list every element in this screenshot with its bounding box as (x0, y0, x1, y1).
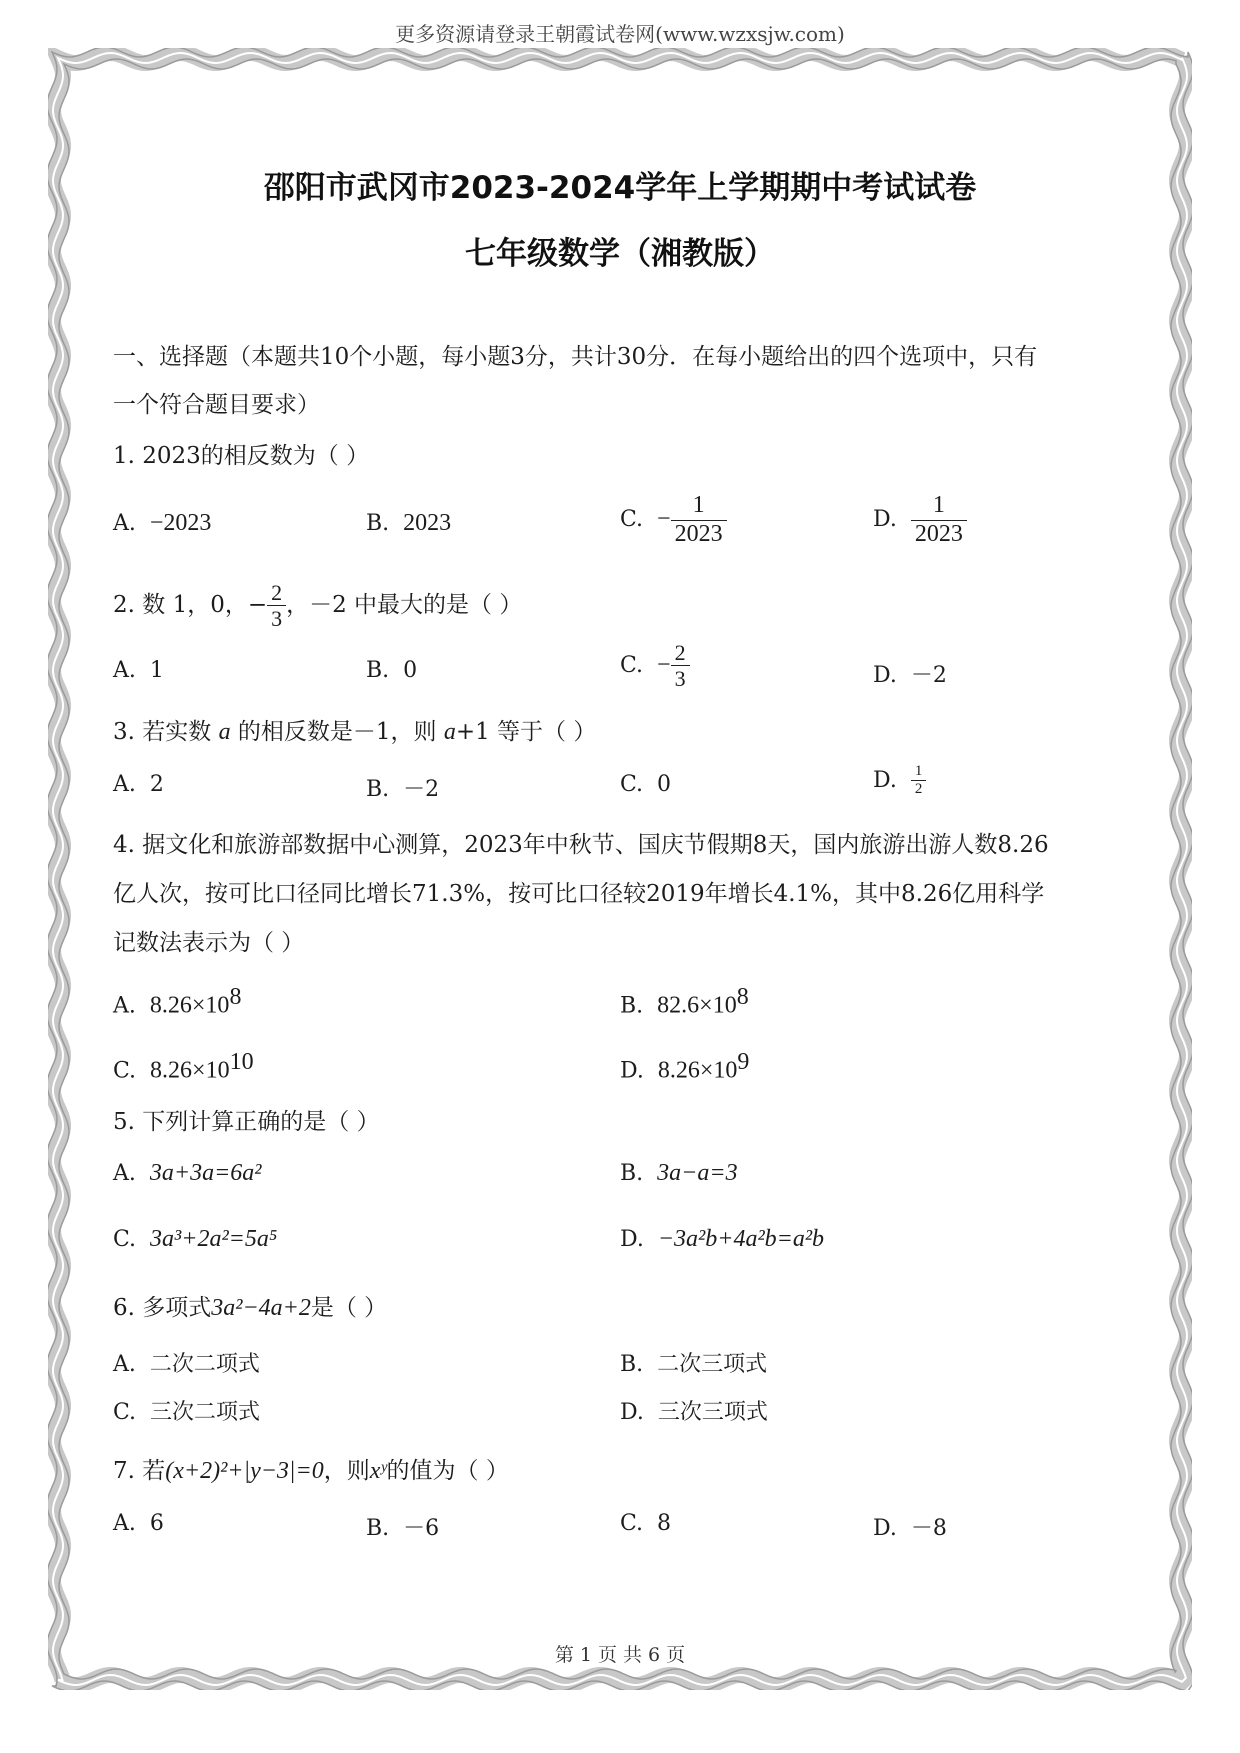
option-label: D. (873, 767, 897, 793)
option-value: −3a²b+4a²b=a²b (657, 1226, 825, 1252)
denominator: 3 (271, 606, 283, 632)
q1-option-d (873, 492, 967, 548)
option-label: A. (113, 993, 136, 1019)
option-value: －6 (403, 1516, 440, 1541)
option-value: 8.26×10 (657, 1057, 738, 1084)
q7-stem-text: 的值为（ ） (386, 1458, 509, 1484)
watermark: 更多资源请登录王朝霞试卷网(www.wzxsjw.com) (395, 22, 845, 46)
option-value: 8 (657, 1511, 672, 1536)
denominator: 2023 (914, 520, 963, 547)
section-heading-line1: 一、选择题（本题共10个小题，每小题3分，共计30分．在每小题给出的四个选项中，只有 (113, 344, 1038, 370)
q7-option-d (873, 1511, 947, 1542)
option-value: 二次三项式 (657, 1352, 768, 1377)
fraction (671, 492, 727, 548)
option-label: C. (620, 772, 644, 797)
option-value: －8 (910, 1516, 947, 1541)
q5-option-a (113, 1160, 261, 1187)
option-label: B. (620, 1352, 644, 1377)
option-label: D. (620, 1227, 644, 1252)
power-expression: xʸ (369, 1458, 387, 1484)
q5-option-c (113, 1226, 277, 1253)
q4-option-d (620, 1049, 749, 1084)
decorative-border (48, 48, 1192, 1690)
q5-option-b (620, 1160, 738, 1187)
option-label: C. (113, 1227, 137, 1252)
option-label: D. (620, 1058, 644, 1084)
option-label: A. (113, 1161, 136, 1186)
option-label: C. (620, 1511, 644, 1536)
q2-stem-text: 2. 数 1，0，− (113, 591, 268, 618)
q5-stem: 5. 下列计算正确的是（ ） (113, 1109, 380, 1135)
q6-option-d (620, 1395, 768, 1426)
option-label: A. (113, 1352, 136, 1377)
numerator: 2 (267, 580, 286, 606)
numerator: 1 (911, 492, 967, 521)
variable: a (443, 719, 456, 745)
q3-stem-text: +1 等于（ ） (455, 719, 597, 745)
q4-option-c (113, 1049, 254, 1084)
numerator: 1 (671, 492, 727, 521)
q2-option-c (620, 640, 690, 692)
option-value: －2 (403, 777, 440, 802)
q4-stem-line1: 4. 据文化和旅游部数据中心测算，2023年中秋节、国庆节假期8天，国内旅游出游人数8.26 (113, 832, 1049, 858)
option-value: 3a+3a=6a² (149, 1160, 262, 1186)
option-label: D. (620, 1400, 644, 1425)
option-label: A. (113, 511, 136, 536)
option-value: 0 (657, 772, 672, 797)
option-value: 0 (403, 658, 418, 683)
q4-option-b (620, 984, 749, 1019)
exponent: 9 (737, 1049, 750, 1075)
q1-option-a (113, 510, 211, 537)
denominator: 2 (914, 781, 923, 798)
exam-title: 邵阳市武冈市2023-2024学年上学期期中考试试卷 (263, 170, 977, 206)
option-value: 1 (149, 658, 164, 683)
option-label: A. (113, 772, 136, 797)
option-label: B. (366, 777, 390, 802)
option-label: B. (620, 993, 644, 1019)
option-label: C. (113, 1058, 137, 1084)
q2-option-b (366, 658, 417, 683)
q3-stem-text: 3. 若实数 (113, 719, 219, 745)
q4-option-a (113, 984, 241, 1019)
numerator: 1 (911, 763, 927, 781)
q3-option-b (366, 772, 439, 803)
q2-option-d (873, 658, 947, 689)
q6-stem-text: 是（ ） (310, 1295, 388, 1321)
option-value: 二次二项式 (149, 1352, 260, 1377)
denominator: 3 (674, 666, 686, 692)
q6-stem (113, 1289, 387, 1322)
q3-stem-text: 的相反数是－1，则 (230, 719, 444, 745)
q7-option-b (366, 1511, 439, 1542)
q6-option-b (620, 1347, 767, 1378)
option-value: 82.6×10 (657, 992, 737, 1019)
option-value: 8.26×10 (150, 1057, 230, 1084)
exponent: 10 (229, 1049, 254, 1075)
option-label: A. (113, 1511, 136, 1536)
option-value: −2023 (149, 510, 212, 536)
option-label: D. (873, 507, 897, 533)
q3-stem (113, 713, 596, 746)
fraction (267, 580, 286, 632)
polynomial: 3a²−4a+2 (211, 1295, 311, 1321)
option-label: C. (620, 507, 644, 533)
option-label: B. (620, 1161, 644, 1186)
q4-stem-line3: 记数法表示为（ ） (113, 930, 305, 956)
q6-option-c (113, 1395, 260, 1426)
option-label: D. (873, 663, 897, 688)
option-value: 3a³+2a²=5a⁵ (150, 1226, 278, 1252)
option-value: 6 (149, 1511, 164, 1536)
denominator: 2023 (674, 520, 723, 547)
numerator: 2 (671, 640, 690, 666)
option-label: C. (113, 1400, 137, 1425)
q7-stem (113, 1452, 509, 1485)
exponent: 8 (736, 984, 749, 1010)
minus-sign: − (657, 651, 671, 678)
fraction (911, 763, 927, 799)
option-value: 2 (149, 772, 164, 797)
option-label: B. (366, 1516, 390, 1541)
fraction (911, 492, 967, 548)
q1-stem: 1. 2023的相反数为（ ） (113, 443, 370, 469)
option-label: D. (873, 1516, 897, 1541)
option-label: A. (113, 658, 136, 683)
q3-option-c (620, 772, 671, 797)
option-value: 8.26×10 (149, 992, 230, 1019)
option-label: B. (366, 511, 390, 536)
q2-stem (113, 580, 522, 632)
q7-stem-text: 7. 若 (113, 1458, 166, 1484)
q6-option-a (113, 1347, 260, 1378)
q5-option-d (620, 1226, 824, 1253)
option-value: 3a−a=3 (657, 1160, 738, 1186)
option-value: 三次二项式 (150, 1400, 261, 1425)
variable: a (218, 719, 231, 745)
section-heading-line2: 一个符合题目要求） (113, 392, 320, 418)
q3-option-d (873, 763, 926, 799)
q7-option-c (620, 1511, 671, 1536)
fraction (671, 640, 690, 692)
q3-option-a (113, 772, 164, 797)
option-value: 2023 (403, 510, 452, 536)
equation: (x+2)²+|y−3|=0 (165, 1458, 324, 1484)
q4-stem-line2: 亿人次，按可比口径同比增长71.3%，按可比口径较2019年增长4.1%，其中8.26亿用科学 (113, 881, 1045, 907)
q7-stem-text: ，则 (323, 1458, 370, 1484)
q6-stem-text: 6. 多项式 (113, 1295, 212, 1321)
q2-option-a (113, 658, 164, 683)
minus-sign: − (657, 506, 671, 533)
option-value: －2 (910, 663, 947, 688)
q7-option-a (113, 1511, 164, 1536)
exponent: 8 (229, 984, 242, 1010)
q2-stem-text: ，－2 中最大的是（ ） (286, 591, 523, 618)
exam-subtitle: 七年级数学（湘教版） (465, 236, 775, 272)
page-footer: 第 1 页 共 6 页 (554, 1644, 686, 1666)
option-label: C. (620, 652, 644, 678)
option-label: B. (366, 658, 390, 683)
q1-option-b (366, 510, 451, 537)
option-value: 三次三项式 (657, 1400, 768, 1425)
q1-option-c (620, 492, 727, 548)
